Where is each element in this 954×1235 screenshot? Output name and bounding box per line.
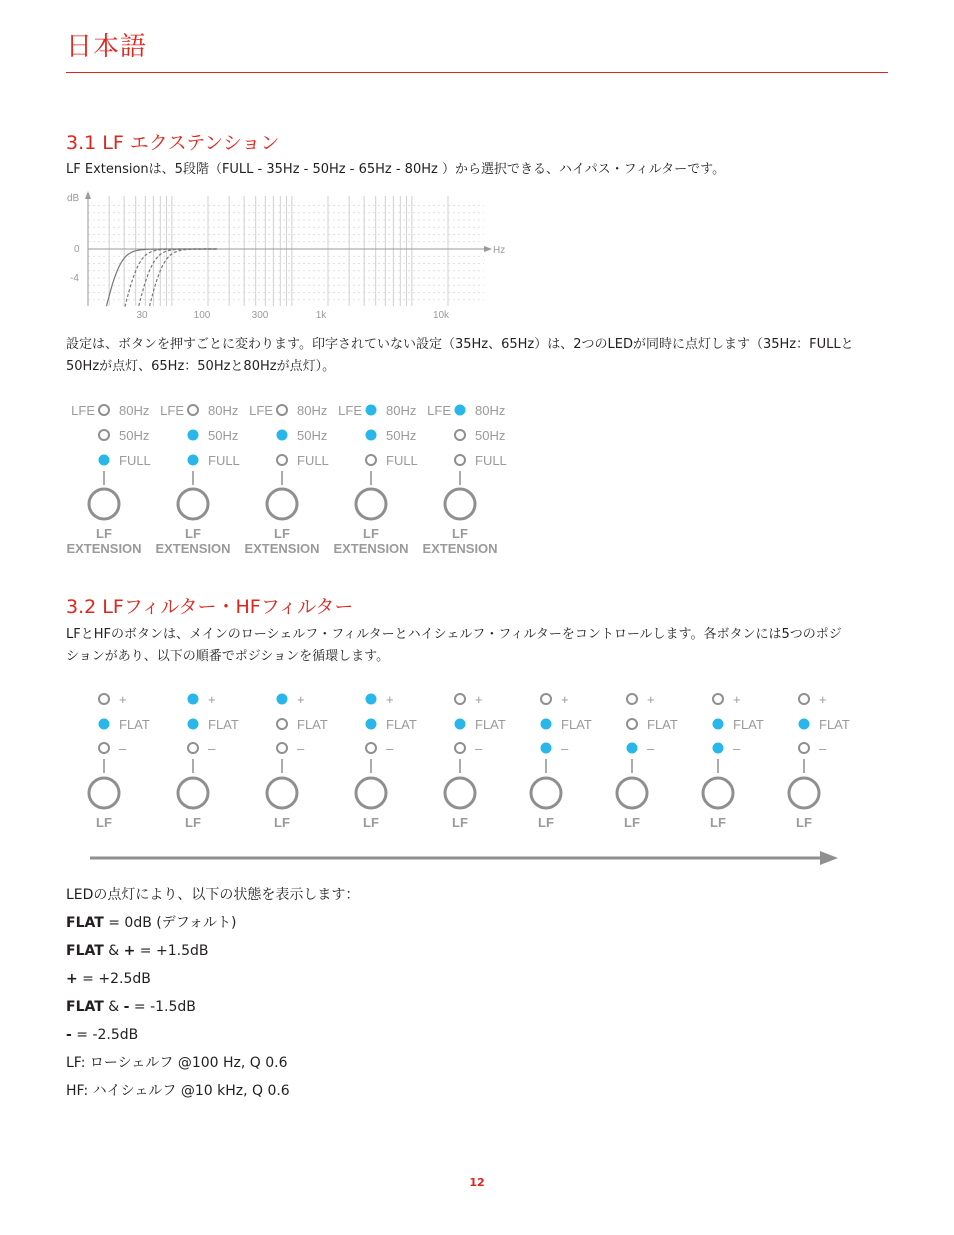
lf-filter-button[interactable] xyxy=(703,778,733,808)
button-caption: LF xyxy=(538,815,554,830)
hpf-curve-65hz xyxy=(139,249,218,306)
50hz-label: 50Hz xyxy=(475,428,506,443)
x-tick-label-300: 300 xyxy=(251,310,269,321)
button-caption-line1: LF xyxy=(96,526,112,541)
legend-term: + xyxy=(66,971,78,987)
legend-term: FLAT xyxy=(66,999,104,1015)
filter-state-6 xyxy=(531,692,592,830)
flat-led-on xyxy=(99,719,110,730)
lf-filter-button[interactable] xyxy=(356,778,386,808)
lf-extension-state-3 xyxy=(244,403,328,556)
full-led-off xyxy=(277,455,287,465)
lf-extension-button[interactable] xyxy=(356,489,386,519)
lfe-80hz-led-off xyxy=(99,405,109,415)
title-divider xyxy=(66,72,888,73)
led-state-legend xyxy=(66,881,666,1105)
x-tick-label-30: 30 xyxy=(136,310,148,321)
button-caption-line1: LF xyxy=(452,526,468,541)
legend-amp: & xyxy=(103,999,124,1015)
x-axis-arrow-icon xyxy=(484,246,492,252)
plus-led-on xyxy=(277,694,288,705)
flat-label: FLAT xyxy=(386,717,417,732)
lf-extension-state-2 xyxy=(155,403,239,556)
legend-term: + xyxy=(123,943,136,959)
80hz-label: 80Hz xyxy=(208,403,239,418)
flat-label: FLAT xyxy=(561,717,592,732)
plus-label: + xyxy=(208,692,216,707)
lfe-label: LFE xyxy=(71,403,95,418)
minus-led-off xyxy=(99,743,109,753)
flat-label: FLAT xyxy=(733,717,764,732)
50hz-label: 50Hz xyxy=(119,428,150,443)
legend-value: = -2.5dB xyxy=(71,1027,139,1043)
plus-label: + xyxy=(561,692,569,707)
80hz-label: 80Hz xyxy=(475,403,506,418)
flat-label: FLAT xyxy=(119,717,150,732)
plus-label: + xyxy=(475,692,483,707)
flat-label: FLAT xyxy=(475,717,506,732)
plus-led-on xyxy=(366,694,377,705)
legend-row-flat xyxy=(66,909,666,937)
lfe-label: LFE xyxy=(427,403,451,418)
lf-extension-state-4 xyxy=(333,403,417,556)
full-led-on xyxy=(188,455,199,466)
minus-led-on xyxy=(627,743,638,754)
80hz-label: 80Hz xyxy=(119,403,150,418)
minus-label: – xyxy=(819,741,827,756)
hpf-curve-80hz xyxy=(150,249,218,306)
lf-hf-filter-led-diagram xyxy=(60,684,860,874)
flat-led-on xyxy=(188,719,199,730)
80hz-label: 80Hz xyxy=(297,403,328,418)
button-caption: LF xyxy=(274,815,290,830)
full-label: FULL xyxy=(475,453,507,468)
section1-intro: LF Extensionは、5段階（FULL - 35Hz - 50Hz - 65Hz - 80Hz ）から選択できる、ハイパス・フィルターです。 xyxy=(66,162,726,177)
lf-extension-button[interactable] xyxy=(89,489,119,519)
button-caption: LF xyxy=(96,815,112,830)
full-label: FULL xyxy=(297,453,329,468)
legend-value: = -1.5dB xyxy=(129,999,196,1015)
50hz-led-on xyxy=(366,430,377,441)
lfe-80hz-led-on xyxy=(366,405,377,416)
filter-state-4 xyxy=(356,692,417,830)
button-caption: LF xyxy=(452,815,468,830)
50hz-led-on xyxy=(188,430,199,441)
legend-term: FLAT xyxy=(66,915,104,931)
section2-intro-line2: ションがあり、以下の順番でポジションを循環します。 xyxy=(66,649,390,664)
x-tick-label-10k: 10k xyxy=(432,310,450,321)
50hz-led-on xyxy=(277,430,288,441)
minus-led-off xyxy=(799,743,809,753)
filter-state-5 xyxy=(445,692,506,830)
page-number: 12 xyxy=(469,1176,485,1189)
flat-led-off xyxy=(277,719,287,729)
filter-state-7 xyxy=(617,692,678,830)
flat-led-on xyxy=(455,719,466,730)
button-caption-line1: LF xyxy=(363,526,379,541)
filter-state-3 xyxy=(267,692,328,830)
lfe-80hz-led-on xyxy=(455,405,466,416)
lfe-80hz-led-off xyxy=(188,405,198,415)
lfe-label: LFE xyxy=(160,403,184,418)
legend-row-minus xyxy=(66,1021,666,1049)
lf-filter-button[interactable] xyxy=(531,778,561,808)
x-axis-unit-label: Hz xyxy=(493,245,506,256)
plus-led-off xyxy=(541,694,551,704)
minus-label: – xyxy=(208,741,216,756)
legend-row-hf: HF: ハイシェルフ @10 kHz, Q 0.6 xyxy=(66,1083,290,1099)
legend-row-flat-minus xyxy=(66,993,666,1021)
lf-extension-button[interactable] xyxy=(445,489,475,519)
legend-amp: & xyxy=(103,943,124,959)
minus-label: – xyxy=(475,741,483,756)
flat-led-on xyxy=(713,719,724,730)
flat-label: FLAT xyxy=(297,717,328,732)
plus-led-off xyxy=(455,694,465,704)
lf-filter-button[interactable] xyxy=(445,778,475,808)
flat-led-on xyxy=(541,719,552,730)
lf-filter-button[interactable] xyxy=(89,778,119,808)
minus-led-on xyxy=(541,743,552,754)
button-caption-line1: LF xyxy=(274,526,290,541)
button-caption-line1: LF xyxy=(185,526,201,541)
button-caption-line2: EXTENSION xyxy=(333,541,409,556)
plus-label: + xyxy=(733,692,741,707)
button-caption-line2: EXTENSION xyxy=(422,541,498,556)
button-caption-line2: EXTENSION xyxy=(66,541,142,556)
y-axis-unit-label: dB xyxy=(67,193,80,204)
section2-intro-line1: LFとHFのボタンは、メインのローシェルフ・フィルターとハイシェルフ・フィルターをコントロールします。各ボタンには5つのポジ xyxy=(66,627,842,642)
lfe-80hz-led-off xyxy=(277,405,287,415)
minus-label: – xyxy=(297,741,305,756)
button-caption: LF xyxy=(624,815,640,830)
chart-gridlines xyxy=(88,196,484,306)
full-led-off xyxy=(455,455,465,465)
y-tick-label-minus4: -4 xyxy=(70,273,79,284)
minus-led-off xyxy=(188,743,198,753)
legend-value: = +2.5dB xyxy=(77,971,151,987)
50hz-label: 50Hz xyxy=(208,428,239,443)
filter-state-8 xyxy=(703,692,764,830)
section1-note-line2: 50Hzが点灯、65Hz：50Hzと80Hzが点灯）。 xyxy=(66,359,336,374)
plus-label: + xyxy=(819,692,827,707)
lf-extension-state-5 xyxy=(422,403,506,556)
lf-extension-frequency-chart xyxy=(60,188,520,323)
50hz-led-off xyxy=(455,430,465,440)
plus-led-off xyxy=(99,694,109,704)
section-title-lf-hf-filter: 3.2 LFフィルター・HFフィルター xyxy=(66,596,354,618)
x-tick-label-1k: 1k xyxy=(315,310,327,321)
y-tick-label-0: 0 xyxy=(74,244,80,255)
full-led-off xyxy=(366,455,376,465)
flat-led-off xyxy=(627,719,637,729)
plus-led-off xyxy=(799,694,809,704)
section1-note-line1: 設定は、ボタンを押すごとに変わります。印字されていない設定（35Hz、65Hz）は、2つのLEDが同時に点灯します（35Hz：FULLと xyxy=(66,337,854,352)
plus-led-off xyxy=(627,694,637,704)
minus-led-off xyxy=(455,743,465,753)
80hz-label: 80Hz xyxy=(386,403,417,418)
filter-state-9 xyxy=(789,692,850,830)
flat-label: FLAT xyxy=(647,717,678,732)
minus-led-on xyxy=(713,743,724,754)
y-axis-arrow-icon xyxy=(85,191,91,199)
lfe-label: LFE xyxy=(249,403,273,418)
plus-label: + xyxy=(386,692,394,707)
button-caption: LF xyxy=(363,815,379,830)
minus-label: – xyxy=(647,741,655,756)
cycle-arrow-head-icon xyxy=(820,851,838,865)
lf-extension-button[interactable] xyxy=(178,489,208,519)
button-caption-line2: EXTENSION xyxy=(155,541,231,556)
lf-filter-button[interactable] xyxy=(617,778,647,808)
flat-label: FLAT xyxy=(819,717,850,732)
legend-term: - xyxy=(123,999,130,1015)
50hz-led-off xyxy=(99,430,109,440)
full-label: FULL xyxy=(386,453,418,468)
minus-led-off xyxy=(366,743,376,753)
legend-value: = 0dB (デフォルト) xyxy=(103,915,237,931)
legend-row-flat-plus xyxy=(66,937,666,965)
plus-led-on xyxy=(188,694,199,705)
50hz-label: 50Hz xyxy=(386,428,417,443)
minus-label: – xyxy=(733,741,741,756)
plus-label: + xyxy=(647,692,655,707)
section-title-lf-extension: 3.1 LF エクステンション xyxy=(66,132,280,154)
button-caption-line2: EXTENSION xyxy=(244,541,320,556)
lf-extension-led-diagram xyxy=(60,395,520,560)
flat-led-on xyxy=(799,719,810,730)
legend-row-lf: LF: ローシェルフ @100 Hz, Q 0.6 xyxy=(66,1055,288,1071)
flat-led-on xyxy=(366,719,377,730)
lf-filter-button[interactable] xyxy=(267,778,297,808)
lf-extension-state-1 xyxy=(66,403,150,556)
plus-led-off xyxy=(713,694,723,704)
plus-label: + xyxy=(119,692,127,707)
minus-label: – xyxy=(119,741,127,756)
50hz-label: 50Hz xyxy=(297,428,328,443)
minus-label: – xyxy=(386,741,394,756)
legend-term: - xyxy=(66,1027,72,1043)
lf-filter-button[interactable] xyxy=(789,778,819,808)
full-led-on xyxy=(99,455,110,466)
legend-term: FLAT xyxy=(66,943,104,959)
filter-state-1 xyxy=(89,692,150,830)
legend-row-plus xyxy=(66,965,666,993)
filter-state-2 xyxy=(178,692,239,830)
plus-label: + xyxy=(297,692,305,707)
lfe-label: LFE xyxy=(338,403,362,418)
full-label: FULL xyxy=(208,453,240,468)
full-label: FULL xyxy=(119,453,151,468)
minus-label: – xyxy=(561,741,569,756)
flat-label: FLAT xyxy=(208,717,239,732)
minus-led-off xyxy=(277,743,287,753)
lf-filter-button[interactable] xyxy=(178,778,208,808)
button-caption: LF xyxy=(796,815,812,830)
legend-intro: LEDの点灯により、以下の状態を表示します： xyxy=(66,887,360,903)
legend-value: = +1.5dB xyxy=(135,943,209,959)
lf-extension-button[interactable] xyxy=(267,489,297,519)
button-caption: LF xyxy=(710,815,726,830)
page-language-title: 日本語 xyxy=(66,32,148,62)
button-caption: LF xyxy=(185,815,201,830)
x-tick-label-100: 100 xyxy=(193,310,211,321)
